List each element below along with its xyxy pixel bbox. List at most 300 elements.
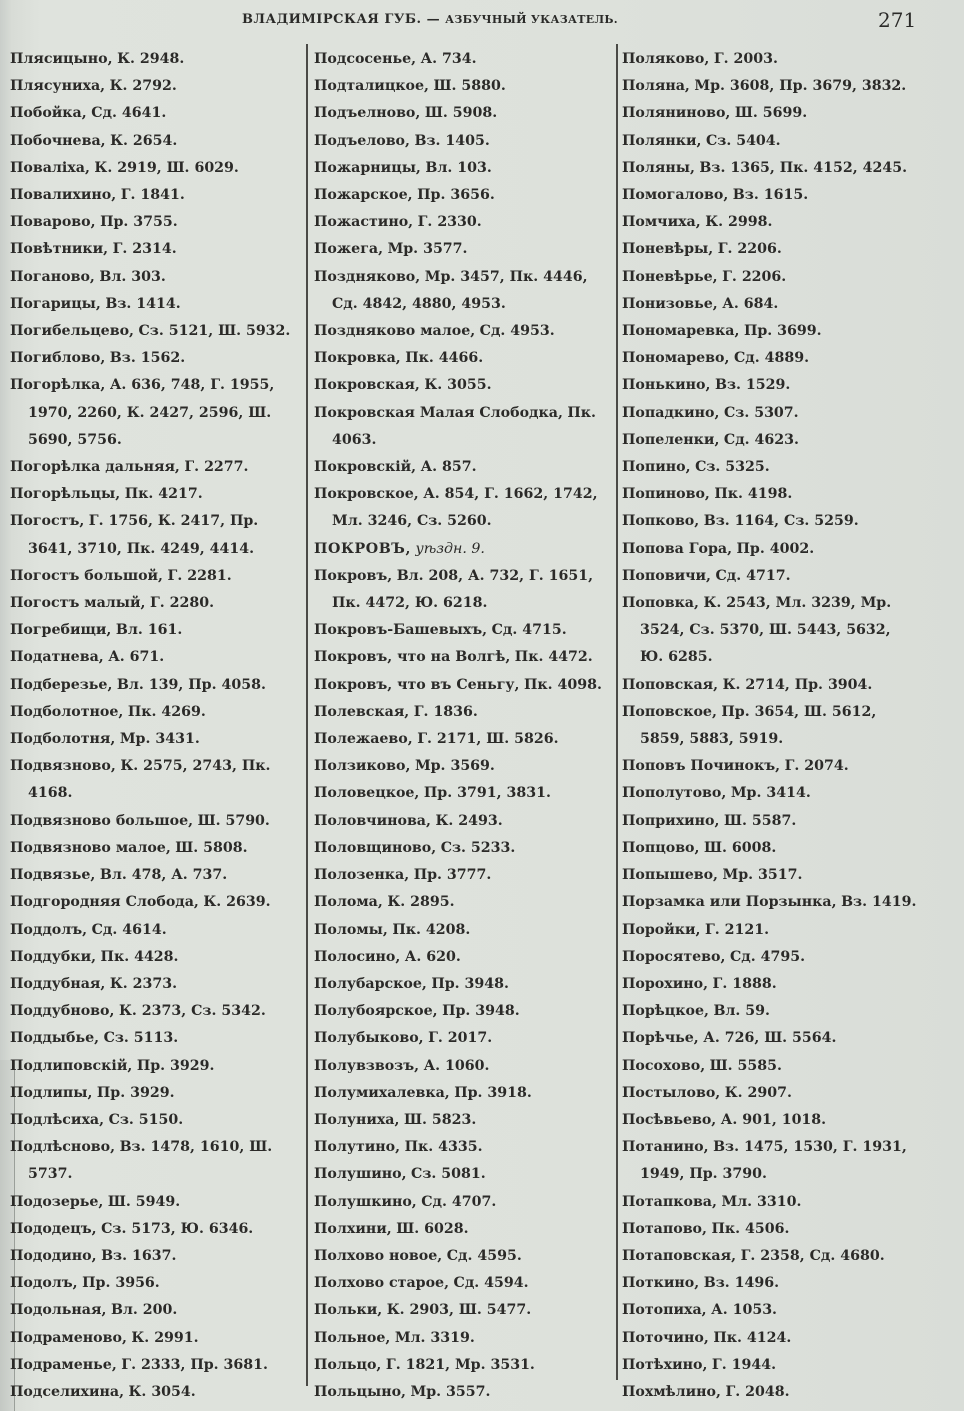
entry-name: Потѣхино,	[622, 1356, 708, 1373]
index-entry	[314, 128, 616, 155]
entry-name: Попково,	[622, 513, 700, 530]
entry-references: Ш. 5949.	[107, 1193, 181, 1210]
entry-name: Половщиново,	[314, 839, 437, 856]
index-entry	[622, 291, 956, 318]
entry-name: Покровъ-Башевыхъ,	[314, 622, 488, 639]
index-entry	[10, 1297, 306, 1324]
index-entry	[314, 400, 616, 454]
index-entry	[314, 481, 616, 535]
index-entry	[10, 835, 306, 862]
entry-references: Г. 1888.	[712, 975, 777, 992]
entry-name: Поточино,	[622, 1329, 709, 1346]
entry-references: Мр. 3569.	[414, 758, 495, 775]
entry-name: Поройки,	[622, 921, 701, 938]
index-section-heading	[314, 536, 616, 563]
entry-references: Ш. 6008.	[703, 839, 777, 856]
entry-name: Поповичи,	[622, 567, 711, 584]
entry-references: Сд. 4623.	[723, 431, 799, 448]
index-entry	[314, 563, 616, 617]
entry-name: Попеленки,	[622, 431, 720, 448]
entry-references: Сз. 5325.	[695, 459, 770, 476]
entry-references: Пк. 4217.	[124, 486, 203, 503]
index-entry	[10, 699, 306, 726]
entry-name: Порзамка или Порзынка,	[622, 894, 837, 911]
index-entry	[10, 1270, 306, 1297]
entry-name: Попова Гора,	[622, 540, 733, 557]
entry-references: Вз. 1419.	[841, 894, 917, 911]
index-entry	[622, 128, 956, 155]
entry-name: Поповское,	[622, 703, 717, 720]
entry-references: Вл. 478, А. 737.	[99, 867, 228, 884]
entry-references: Вз. 1365, Пк. 4152, 4245.	[699, 159, 908, 176]
entry-name: Поткино,	[622, 1275, 700, 1292]
page-number: 271	[878, 8, 917, 32]
entry-name: Податнева,	[10, 649, 104, 666]
index-entry	[10, 182, 306, 209]
entry-references: 4168.	[28, 785, 73, 802]
index-entry	[10, 644, 306, 671]
entry-references: Пр. 3929.	[96, 1084, 175, 1101]
index-entry	[622, 481, 956, 508]
index-entry	[314, 917, 616, 944]
entry-name: Поневѣрье,	[622, 268, 718, 285]
entry-name: Полумихалевка,	[314, 1084, 450, 1101]
entry-name: Покровъ,	[314, 567, 393, 584]
running-header	[0, 6, 964, 30]
entry-references: Мр. 3431.	[119, 731, 200, 748]
index-entry	[622, 1107, 956, 1134]
entry-name: Поломы,	[314, 921, 388, 938]
index-entry	[622, 917, 956, 944]
entry-name: ПОКРОВЪ,	[314, 540, 411, 557]
index-entry	[314, 73, 616, 100]
entry-references: Мр. 3457, Пк. 4446,	[424, 268, 588, 285]
index-entry	[10, 291, 306, 318]
entry-name: Плясицыно,	[10, 51, 113, 67]
index-entry	[622, 318, 956, 345]
index-entry	[10, 1325, 306, 1352]
index-entry	[622, 1189, 956, 1216]
entry-name: Попино,	[622, 459, 691, 476]
entry-name: Покровка,	[314, 350, 401, 367]
entry-name: Поддубново,	[10, 1003, 115, 1020]
entry-references: Мр. 3517.	[722, 867, 803, 884]
entry-name: Подольная,	[10, 1302, 107, 1319]
entry-name: Постылово,	[622, 1084, 721, 1101]
entry-references: Г. 1841.	[120, 187, 185, 204]
entry-references: Сд. 4641.	[91, 105, 167, 122]
entry-references: Вз. 1529.	[714, 377, 791, 394]
entry-references: К. 3055.	[424, 377, 492, 394]
entry-references: К. 2919, Ш. 6029.	[94, 159, 239, 176]
entry-references: К. 2998.	[705, 214, 773, 231]
entry-name: Покровъ, что въ Сеньгу,	[314, 676, 520, 693]
entry-name: Полубоярское,	[314, 1003, 438, 1020]
index-entry	[10, 862, 306, 889]
index-entry	[10, 971, 306, 998]
entry-name: Подлѣсново,	[10, 1139, 116, 1156]
entry-references: Вз. 1637.	[101, 1247, 177, 1264]
entry-references: уѣздн. 9.	[415, 540, 485, 557]
index-entry	[314, 1216, 616, 1243]
entry-references: Вл. 161.	[115, 622, 183, 639]
entry-name: Поганово,	[10, 268, 95, 285]
index-entry	[314, 644, 616, 671]
entry-name: Полутино,	[314, 1139, 401, 1156]
entry-name: Погорѣльцы,	[10, 486, 121, 503]
entry-name: Поприхино,	[622, 812, 720, 829]
index-entry	[622, 209, 956, 236]
header-index-label: АЗБУЧНЫЙ УКАЗАТЕЛЬ.	[445, 13, 618, 26]
index-entry	[314, 1325, 616, 1352]
entry-references: Пр. 3699.	[743, 323, 822, 340]
index-entry	[622, 780, 956, 807]
entry-name: Повалихино,	[10, 187, 117, 204]
index-entry	[314, 780, 616, 807]
entry-name: Погребищи,	[10, 622, 112, 639]
index-entry	[622, 1325, 956, 1352]
entry-name: Полубыково,	[314, 1030, 424, 1047]
entry-name: Погостъ,	[10, 513, 85, 530]
entry-name: Порѣцкое,	[622, 1003, 709, 1020]
entry-references: Сд. 4715.	[491, 622, 567, 639]
entry-name: Пономарево,	[622, 350, 730, 367]
index-entry	[622, 699, 956, 753]
index-entry	[314, 944, 616, 971]
index-entry	[314, 835, 616, 862]
entry-name: Полянинoво,	[622, 105, 731, 122]
index-entry	[10, 508, 306, 562]
entry-references: Мр. 3414.	[730, 785, 811, 802]
entry-references: Мр. 3577.	[387, 241, 468, 258]
entry-references: Пр. 3929.	[136, 1057, 215, 1074]
index-entry	[10, 1134, 306, 1188]
entry-references: Мл. 3246, Сз. 5260.	[332, 513, 492, 530]
entry-name: Поляково,	[622, 51, 710, 67]
index-entry	[622, 753, 956, 780]
entry-name: Пододино,	[10, 1247, 97, 1264]
index-entry	[10, 1352, 306, 1379]
entry-references: 1949, Пр. 3790.	[640, 1166, 767, 1183]
index-entry	[10, 209, 306, 236]
entry-name: Полома,	[314, 894, 383, 911]
entry-name: Пожастино,	[314, 214, 414, 231]
index-entry	[10, 454, 306, 481]
entry-name: Потанино,	[622, 1139, 709, 1156]
entry-name: Подгородняя Слобода,	[10, 894, 199, 911]
entry-name: Погиблово,	[10, 350, 106, 367]
entry-references: Г. 2206.	[717, 241, 782, 258]
index-entry	[314, 182, 616, 209]
index-entry	[10, 1053, 306, 1080]
entry-references: К. 2493.	[435, 812, 503, 829]
entry-references: Сз. 5121, Ш. 5932.	[138, 323, 291, 340]
entry-name: Попцово,	[622, 839, 700, 856]
entry-name: Польки,	[314, 1302, 383, 1319]
entry-references: Г. 2017.	[428, 1030, 493, 1047]
index-entry	[622, 1243, 956, 1270]
index-entry	[10, 944, 306, 971]
entry-name: Порохино,	[622, 975, 709, 992]
entry-references: Ш. 6028.	[396, 1220, 469, 1237]
entry-references: Сз. 5307.	[723, 404, 799, 421]
entry-references: Г. 1756, К. 2417, Пр.	[88, 513, 259, 530]
entry-name: Покровская Малая Слободка,	[314, 404, 563, 421]
index-entry	[10, 1080, 306, 1107]
entry-name: Погорѣлка дальняя,	[10, 459, 180, 476]
entry-references: Пк. 4198.	[714, 486, 793, 503]
entry-name: Полевская,	[314, 703, 410, 720]
entry-references: Ш. 5585.	[709, 1057, 782, 1074]
index-entry	[622, 372, 956, 399]
index-column-1	[10, 46, 306, 1406]
entry-name: Поварово,	[10, 214, 96, 231]
index-entry	[314, 971, 616, 998]
entry-references: Ш. 5880.	[433, 78, 506, 95]
entry-references: Сд. 4889.	[733, 350, 810, 367]
entry-name: Помогалово,	[622, 187, 729, 204]
entry-references: К. 2907.	[724, 1084, 792, 1101]
entry-references: Пр. 3791, 3831.	[423, 785, 551, 802]
index-entry	[314, 889, 616, 916]
index-entry	[10, 236, 306, 263]
entry-name: Покровская,	[314, 377, 420, 394]
entry-name: Ползиково,	[314, 758, 411, 775]
entry-references: Г. 2330.	[417, 214, 482, 231]
index-entry	[10, 1189, 306, 1216]
entry-name: Подъелово,	[314, 132, 410, 149]
index-entry	[10, 128, 306, 155]
index-entry	[314, 1080, 616, 1107]
entry-name: Потапово,	[622, 1220, 707, 1237]
entry-references: Ю. 6285.	[640, 649, 713, 666]
entry-name: Подозерье,	[10, 1193, 104, 1210]
entry-references: Г. 2314.	[112, 241, 177, 258]
index-entry	[314, 998, 616, 1025]
entry-references: Г. 2358, Сд. 4680.	[740, 1247, 885, 1264]
entry-references: А. 901, 1018.	[720, 1111, 827, 1128]
entry-references: Сд. 4842, 4880, 4953.	[332, 295, 506, 312]
index-entry	[10, 590, 306, 617]
entry-name: Посохово,	[622, 1057, 706, 1074]
entry-references: Пк. 4098.	[523, 676, 602, 693]
index-entry	[314, 372, 616, 399]
entry-name: Пожарницы,	[314, 159, 421, 176]
index-entry	[10, 563, 306, 590]
index-entry	[622, 1216, 956, 1243]
entry-name: Попиново,	[622, 486, 710, 503]
entry-references: К. 2543, Мл. 3239, Мр.	[703, 595, 892, 612]
entry-name: Погостъ малый,	[10, 595, 146, 612]
entry-name: Подъелново,	[314, 105, 421, 122]
index-entry	[10, 808, 306, 835]
entry-name: Погорѣлка,	[10, 377, 106, 394]
entry-name: Поповская,	[622, 676, 719, 693]
entry-references: Пр. 3755.	[100, 214, 178, 231]
entry-name: Покровское,	[314, 486, 419, 503]
index-entry	[314, 1025, 616, 1052]
index-entry	[622, 998, 956, 1025]
entry-name: Подберезье,	[10, 676, 113, 693]
entry-name: Подлѣсиха,	[10, 1111, 105, 1128]
entry-references: Г. 2281.	[167, 567, 232, 584]
column-divider	[616, 44, 618, 1380]
entry-name: Польное,	[314, 1329, 391, 1346]
index-entry	[622, 1025, 956, 1052]
entry-references: Сз. 5233.	[440, 839, 516, 856]
entry-references: Пр. 3918.	[454, 1084, 532, 1101]
entry-name: Поддыбье,	[10, 1030, 100, 1047]
entry-references: Вл. 303.	[99, 268, 166, 285]
entry-references: Пк. 4208.	[392, 921, 471, 938]
index-entry	[314, 1379, 616, 1406]
entry-references: Г. 2206.	[722, 268, 787, 285]
entry-name: Покровскій,	[314, 459, 417, 476]
entry-references: 5859, 5883, 5919.	[640, 731, 784, 748]
entry-references: Г. 2280.	[150, 595, 215, 612]
entry-references: 4063.	[332, 431, 377, 448]
index-entry	[314, 454, 616, 481]
entry-references: А. 636, 748, Г. 1955,	[109, 377, 275, 394]
index-entry	[314, 1270, 616, 1297]
index-entry	[314, 1107, 616, 1134]
index-entry	[622, 155, 956, 182]
index-entry	[314, 1161, 616, 1188]
entry-references: Сз. 5113.	[103, 1030, 179, 1047]
index-entry	[10, 100, 306, 127]
entry-name: Пожега,	[314, 241, 384, 258]
index-entry	[314, 672, 616, 699]
entry-name: Пополутово,	[622, 785, 727, 802]
entry-references: Г. 2171, Ш. 5826.	[417, 731, 559, 748]
entry-name: Поляны,	[622, 159, 695, 176]
entry-references: 1970, 2260, К. 2427, 2596, Ш.	[28, 404, 272, 421]
entry-name: Половецкое,	[314, 785, 420, 802]
index-entry	[314, 862, 616, 889]
index-entry	[622, 944, 956, 971]
entry-references: К. 2575, 2743, Пк.	[120, 758, 271, 775]
entry-name: Поддубки,	[10, 948, 97, 965]
entry-references: Вл. 208, А. 732, Г. 1651,	[396, 567, 594, 584]
entry-name: Пономаревка,	[622, 323, 740, 340]
entry-references: А. 671.	[108, 649, 165, 666]
entry-references: 5690, 5756.	[28, 431, 122, 448]
entry-name: Повѣтники,	[10, 241, 109, 258]
entry-name: Польцыно,	[314, 1383, 406, 1400]
index-entry	[314, 1243, 616, 1270]
entry-references: А. 1060.	[423, 1057, 490, 1074]
index-entry	[10, 917, 306, 944]
entry-name: Полушино,	[314, 1166, 407, 1183]
index-entry	[622, 808, 956, 835]
entry-references: Пк. 4506.	[711, 1220, 790, 1237]
entry-references: Сд. 4953.	[479, 323, 555, 340]
entry-references: 3524, Сз. 5370, Ш. 5443, 5632,	[640, 622, 891, 639]
entry-references: Вл. 200.	[110, 1302, 178, 1319]
index-entry	[314, 699, 616, 726]
index-entry	[314, 753, 616, 780]
entry-references: Вл. 139, Пр. 4058.	[116, 676, 266, 693]
index-entry	[622, 454, 956, 481]
entry-references: Пр. 4002.	[736, 540, 815, 557]
entry-references: Пк. 4466.	[405, 350, 484, 367]
entry-references: Пк. 4124.	[713, 1329, 792, 1346]
entry-name: Поддолъ,	[10, 921, 88, 938]
entry-references: Вз. 1478, 1610, Ш.	[119, 1139, 273, 1156]
index-entry	[622, 1134, 956, 1188]
index-entry	[314, 318, 616, 345]
index-entry	[622, 1270, 956, 1297]
entry-name: Подселихина,	[10, 1383, 125, 1400]
entry-references: Сд. 4707.	[421, 1193, 497, 1210]
entry-name: Подболотное,	[10, 703, 124, 720]
entry-name: Потопиха,	[622, 1302, 707, 1319]
index-entry	[622, 889, 956, 916]
entry-references: К. 2991.	[131, 1329, 199, 1346]
entry-references: К. 2903, Ш. 5477.	[386, 1302, 532, 1319]
index-entry	[10, 155, 306, 182]
entry-references: Г. 1821, Мр. 3531.	[385, 1356, 535, 1373]
header-province: ВЛАДИМІРСКАЯ ГУБ.	[242, 12, 422, 27]
index-entry	[314, 1352, 616, 1379]
column-divider	[306, 44, 308, 1386]
index-entry	[622, 971, 956, 998]
entry-references: Сз. 5404.	[705, 132, 781, 149]
entry-name: Покровъ, что на Волгѣ,	[314, 649, 511, 666]
entry-references: Вл. 59.	[713, 1003, 770, 1020]
index-entry	[622, 1379, 956, 1406]
index-entry	[10, 46, 306, 73]
entry-name: Полхово старое,	[314, 1275, 450, 1292]
entry-references: 3641, 3710, Пк. 4249, 4414.	[28, 540, 255, 557]
entry-name: Поздняково малое,	[314, 323, 476, 340]
entry-references: А. 857.	[420, 459, 477, 476]
entry-name: Полувзвозъ,	[314, 1057, 420, 1074]
entry-references: Пр. 3777.	[413, 867, 492, 884]
entry-references: Г. 2333, Пр. 3681.	[121, 1356, 268, 1373]
entry-references: Мл. 3310.	[721, 1193, 802, 1210]
entry-name: Плясуниха,	[10, 78, 106, 95]
entry-name: Пожарское,	[314, 187, 413, 204]
entry-references: Сд. 4595.	[446, 1247, 522, 1264]
entry-name: Польцо,	[314, 1356, 382, 1373]
index-entry	[314, 617, 616, 644]
entry-references: Ш. 5808.	[175, 839, 248, 856]
entry-name: Подвязново,	[10, 758, 116, 775]
entry-name: Поросятево,	[622, 948, 726, 965]
entry-name: Похмѣлино,	[622, 1383, 721, 1400]
entry-references: Ш. 5908.	[424, 105, 498, 122]
index-entry	[314, 808, 616, 835]
index-entry	[622, 100, 956, 127]
entry-references: Пр. 3654, Ш. 5612,	[721, 703, 877, 720]
index-entry	[622, 182, 956, 209]
index-entry	[10, 998, 306, 1025]
entry-name: Полубарское,	[314, 975, 427, 992]
entry-references: Пк. 4428.	[100, 948, 179, 965]
entry-references: Пр. 3956.	[82, 1275, 160, 1292]
index-entry	[622, 508, 956, 535]
entry-references: Вз. 1475, 1530, Г. 1931,	[713, 1139, 907, 1156]
entry-name: Поповъ Починокъ,	[622, 758, 781, 775]
index-entry	[10, 1243, 306, 1270]
entry-name: Подраменье,	[10, 1356, 117, 1373]
entry-references: Г. 2074.	[784, 758, 849, 775]
entry-name: Погостъ большой,	[10, 567, 164, 584]
index-entry	[10, 481, 306, 508]
index-entry	[10, 889, 306, 916]
entry-references: Ш. 5790.	[197, 812, 270, 829]
